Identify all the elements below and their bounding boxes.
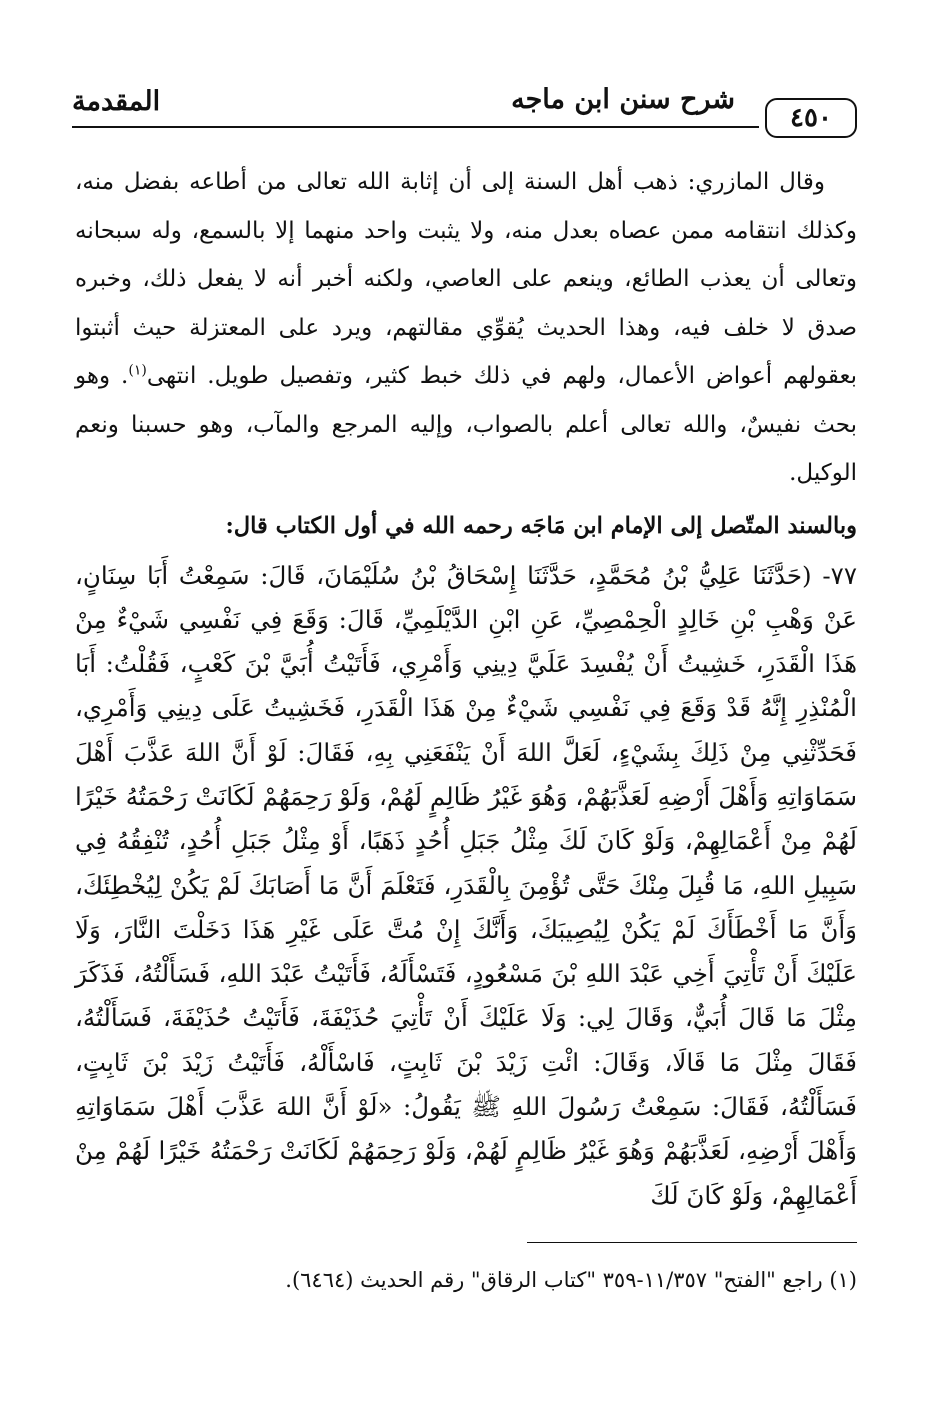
- footnote-marker: (١): [128, 362, 147, 379]
- hadith-number: ٧٧-: [822, 560, 857, 590]
- commentary-closing: . وهو بحث نفيسٌ، والله تعالى أعلم بالصواب، وإليه المرجع والمآب، وهو حسبنا ونعم الوكيل.: [75, 363, 857, 486]
- page-header: [72, 84, 857, 140]
- footnote: (١) راجع "الفتح" ١١/٣٥٧-٣٥٩ "كتاب الرقاق" رقم الحديث (٦٤٦٤).: [285, 1268, 857, 1292]
- footnote-rule: [527, 1242, 857, 1243]
- page-number: [765, 98, 857, 138]
- hadith-paragraph: [75, 554, 857, 1218]
- book-title: شرح سنن ابن ماجه: [511, 84, 735, 115]
- page-number-text: ٤٥٠: [790, 103, 832, 133]
- chain-heading: وبالسند المتّصل إلى الإمام ابن مَاجَه رحمه الله في أول الكتاب قال:: [225, 512, 857, 539]
- commentary-paragraph: [75, 158, 857, 498]
- header-rule: [72, 126, 759, 128]
- section-title: المقدمة: [72, 86, 161, 117]
- hadith-text: (حَدَّثَنَا عَلِيُّ بْنُ مُحَمَّدٍ، حَدَّثَنَا إِسْحَاقُ بْنُ سُلَيْمَانَ، قَالَ: سَمِعْتُ أَبَا سِنَانٍ، عَنْ وَهْبِ بْنِ خَالِدٍ الْحِمْصِيِّ، عَنِ ابْنِ الدَّيْلَمِيِّ، قَالَ: وَقَعَ فِي نَفْسِي شَيْءٌ مِنْ هَذَا الْقَدَرِ، خَشِيتُ أَنْ يُفْسِدَ عَلَيَّ دِينِي وَأَمْرِي، فَأَتَيْتُ أُبَيَّ بْنَ كَعْبٍ، فَقُلْتُ: أَبَا الْمُنْذِرِ إِنَّهُ قَدْ وَقَعَ فِي نَفْسِي شَيْءٌ مِنْ هَذَا الْقَدَرِ، فَخَشِيتُ عَلَى دِينِي وَأَمْرِي، فَحَدِّثْنِي مِنْ ذَلِكَ بِشَيْءٍ، لَعَلَّ اللهَ أَنْ يَنْفَعَنِي بِهِ، فَقَالَ: لَوْ أَنَّ اللهَ عَذَّبَ أَهْلَ سَمَاوَاتِهِ وَأَهْلَ أَرْضِهِ لَعَذَّبَهُمْ، وَهُوَ غَيْرُ ظَالِمٍ لَهُمْ، وَلَوْ رَحِمَهُمْ لَكَانَتْ رَحْمَتُهُ خَيْرًا لَهُمْ مِنْ أَعْمَالِهِمْ، وَلَوْ كَانَ لَكَ مِثْلُ جَبَلِ أُحُدٍ ذَهَبًا، أَوْ مِثْلُ جَبَلِ أُحُدٍ، تُنْفِقُهُ فِي سَبِيلِ اللهِ، مَا قُبِلَ مِنْكَ حَتَّى تُؤْمِنَ بِالْقَدَرِ، فَتَعْلَمَ أَنَّ مَا أَصَابَكَ لَمْ يَكُنْ لِيُخْطِئَكَ، وَأَنَّ مَا أَخْطَأَكَ لَمْ يَكُنْ لِيُصِيبَكَ، وَأَنَّكَ إِنْ مُتَّ عَلَى غَيْرِ هَذَا دَخَلْتَ النَّارَ، وَلَا عَلَيْكَ أَنْ تَأْتِيَ أَخِي عَبْدَ اللهِ بْنَ مَسْعُودٍ، فَتَسْأَلَهُ، فَأَتَيْتُ عَبْدَ اللهِ، فَسَأَلْتُهُ، فَذَكَرَ مِثْلَ مَا قَالَ أُبَيٌّ، وَقَالَ لِي: وَلَا عَلَيْكَ أَنْ تَأْتِيَ حُذَيْفَةَ، فَأَتَيْتُ حُذَيْفَةَ، فَسَأَلْتُهُ، فَقَالَ مِثْلَ مَا قَالَا، وَقَالَ: ائْتِ زَيْدَ بْنَ ثَابِتٍ، فَاسْأَلْهُ، فَأَتَيْتُ زَيْدَ بْنَ ثَابِتٍ، فَسَأَلْتُهُ، فَقَالَ: سَمِعْتُ رَسُولَ اللهِ ﷺ يَقُولُ: «لَوْ أَنَّ اللهَ عَذَّبَ أَهْلَ سَمَاوَاتِهِ وَأَهْلَ أَرْضِهِ، لَعَذَّبَهُمْ وَهُوَ غَيْرُ ظَالِمٍ لَهُمْ، وَلَوْ رَحِمَهُمْ لَكَانَتْ رَحْمَتُهُ خَيْرًا لَهُمْ مِنْ أَعْمَالِهِمْ، وَلَوْ كَانَ لَكَ: [75, 560, 857, 1210]
- page-body: [75, 158, 857, 1218]
- commentary-text: وقال المازري: ذهب أهل السنة إلى أن إثابة الله تعالى من أطاعه بفضل منه، وكذلك انتقامه ممن عصاه بعدل منه، ولا يثبت واحد منهما إلا بالسمع، وله سبحانه وتعالى أن يعذب الطائع، وينعم على العاصي، ولكنه أخبر أنه لا يفعل ذلك، وخبره صدق لا خلف فيه، وهذا الحديث يُقوِّي مقالتهم، ويرد على المعتزلة حيث أثبتوا بعقولهم أعواض الأعمال، ولهم في ذلك خبط كثير، وتفصيل طويل. انتهى: [75, 169, 857, 389]
